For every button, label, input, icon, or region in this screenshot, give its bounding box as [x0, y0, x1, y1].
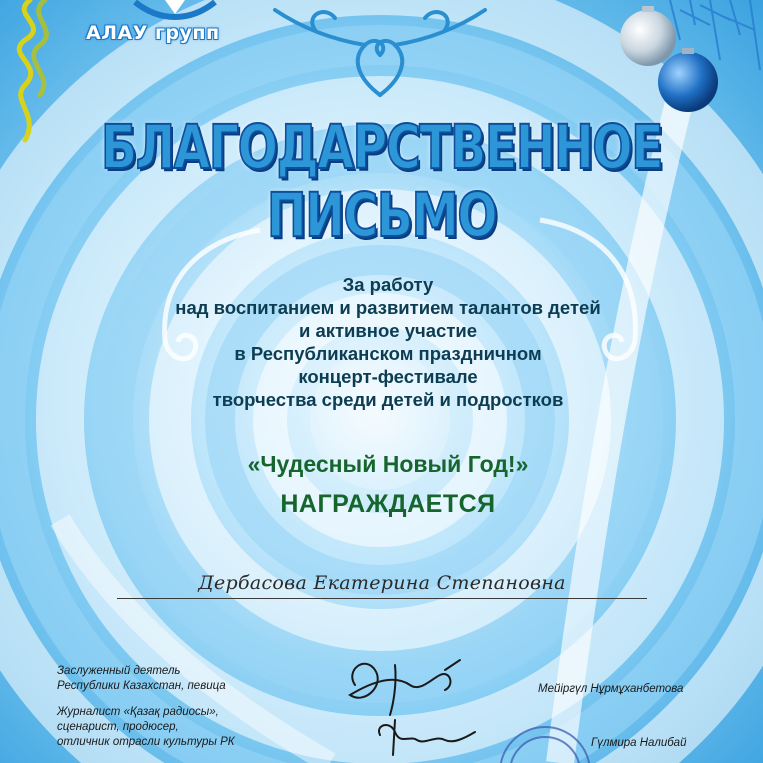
signatory-title-line: сценарист, продюсер, — [57, 721, 179, 733]
recipient-name: Дербасова Екатерина Степановна — [198, 572, 566, 594]
reason-line: над воспитанием и развитием талантов детей — [175, 297, 601, 318]
christmas-ball-icon — [610, 0, 763, 120]
reason-line: творчества среди детей и подростков — [212, 389, 564, 410]
logo-emblem-icon — [130, 0, 220, 24]
signatory-title — [57, 664, 226, 694]
tinsel-icon — [0, 0, 70, 150]
signature-icon — [335, 640, 485, 763]
reason-line: в Республиканском праздничном — [234, 343, 542, 364]
page-title-line2: ПИСЬМО — [266, 180, 497, 251]
reason-line: и активное участие — [298, 320, 478, 341]
signatory-title-line: Заслуженный деятель — [57, 665, 181, 677]
signatory-title-line: Республики Казахстан, певица — [57, 680, 226, 692]
reason-line: концерт-фестивале — [298, 366, 478, 387]
name-underline — [117, 598, 647, 599]
logo-text: АЛАУ групп — [86, 22, 220, 44]
festival-name: «Чудесный Новый Год!» — [247, 451, 529, 477]
reason-text — [100, 273, 676, 411]
reason-line: За работу — [342, 274, 434, 295]
signatory-title-line: отличник отрасли культуры РК — [57, 736, 235, 748]
signatory-title-line: Журналист «Қазақ радиосы», — [57, 706, 219, 718]
signatory-title — [57, 705, 235, 750]
signatory-name: Мейіргүл Нұрмұханбетова — [538, 683, 684, 695]
signatory-name: Гүлмира Налибай — [591, 737, 687, 749]
stamp-icon — [490, 722, 600, 763]
awarded-label: НАГРАЖДАЕТСЯ — [280, 490, 496, 518]
page-title-line1: БЛАГОДАРСТВЕННОЕ — [100, 112, 663, 183]
ornament-icon — [255, 0, 505, 100]
